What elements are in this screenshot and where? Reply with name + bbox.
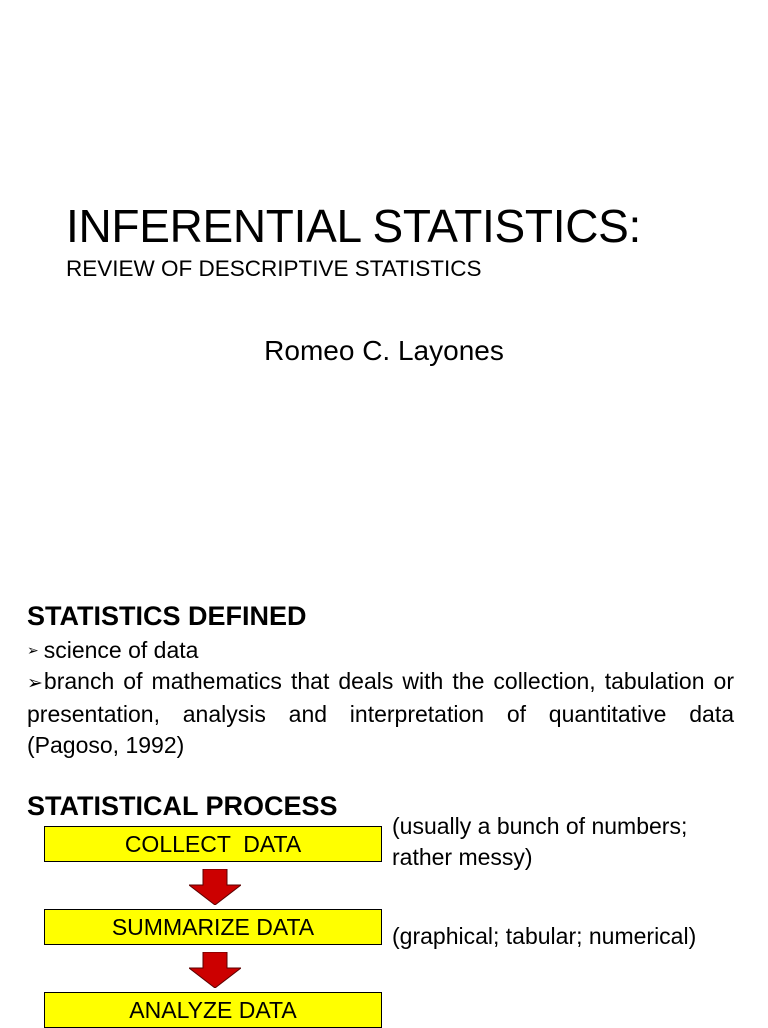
page-subtitle: REVIEW OF DESCRIPTIVE STATISTICS [66,256,482,281]
note-line: (usually a bunch of numbers; [392,813,688,839]
analyze-data-box: ANALYZE DATA [44,992,382,1028]
arrowhead-bullet-icon: ➢ [27,642,39,658]
page-title: INFERENTIAL STATISTICS: [66,200,641,252]
arrowhead-bullet-icon: ➢ [27,673,43,694]
statistics-defined-heading: STATISTICS DEFINED [27,601,307,631]
definition-text: science of data [43,637,199,663]
arrow-shape [189,869,241,905]
collect-data-box: COLLECT DATA [44,826,382,862]
definition-text: branch of mathematics that deals with the collection, tabulation or presentation, analysis and interpretation of quantitative data (Pagoso, 1992) [27,668,734,758]
arrow-shape [189,952,241,988]
down-arrow-icon [189,952,241,988]
statistical-process-heading: STATISTICAL PROCESS [27,791,338,821]
note-line: (graphical; tabular; numerical) [392,923,697,949]
summarize-data-note [392,921,696,952]
definition-list [27,635,734,761]
down-arrow-icon [189,869,241,905]
summarize-data-box: SUMMARIZE DATA [44,909,382,945]
note-line: rather messy) [392,844,533,870]
collect-data-note [392,811,687,873]
list-item [27,635,734,666]
list-item [27,666,734,761]
author-name: Romeo C. Layones [264,335,504,366]
